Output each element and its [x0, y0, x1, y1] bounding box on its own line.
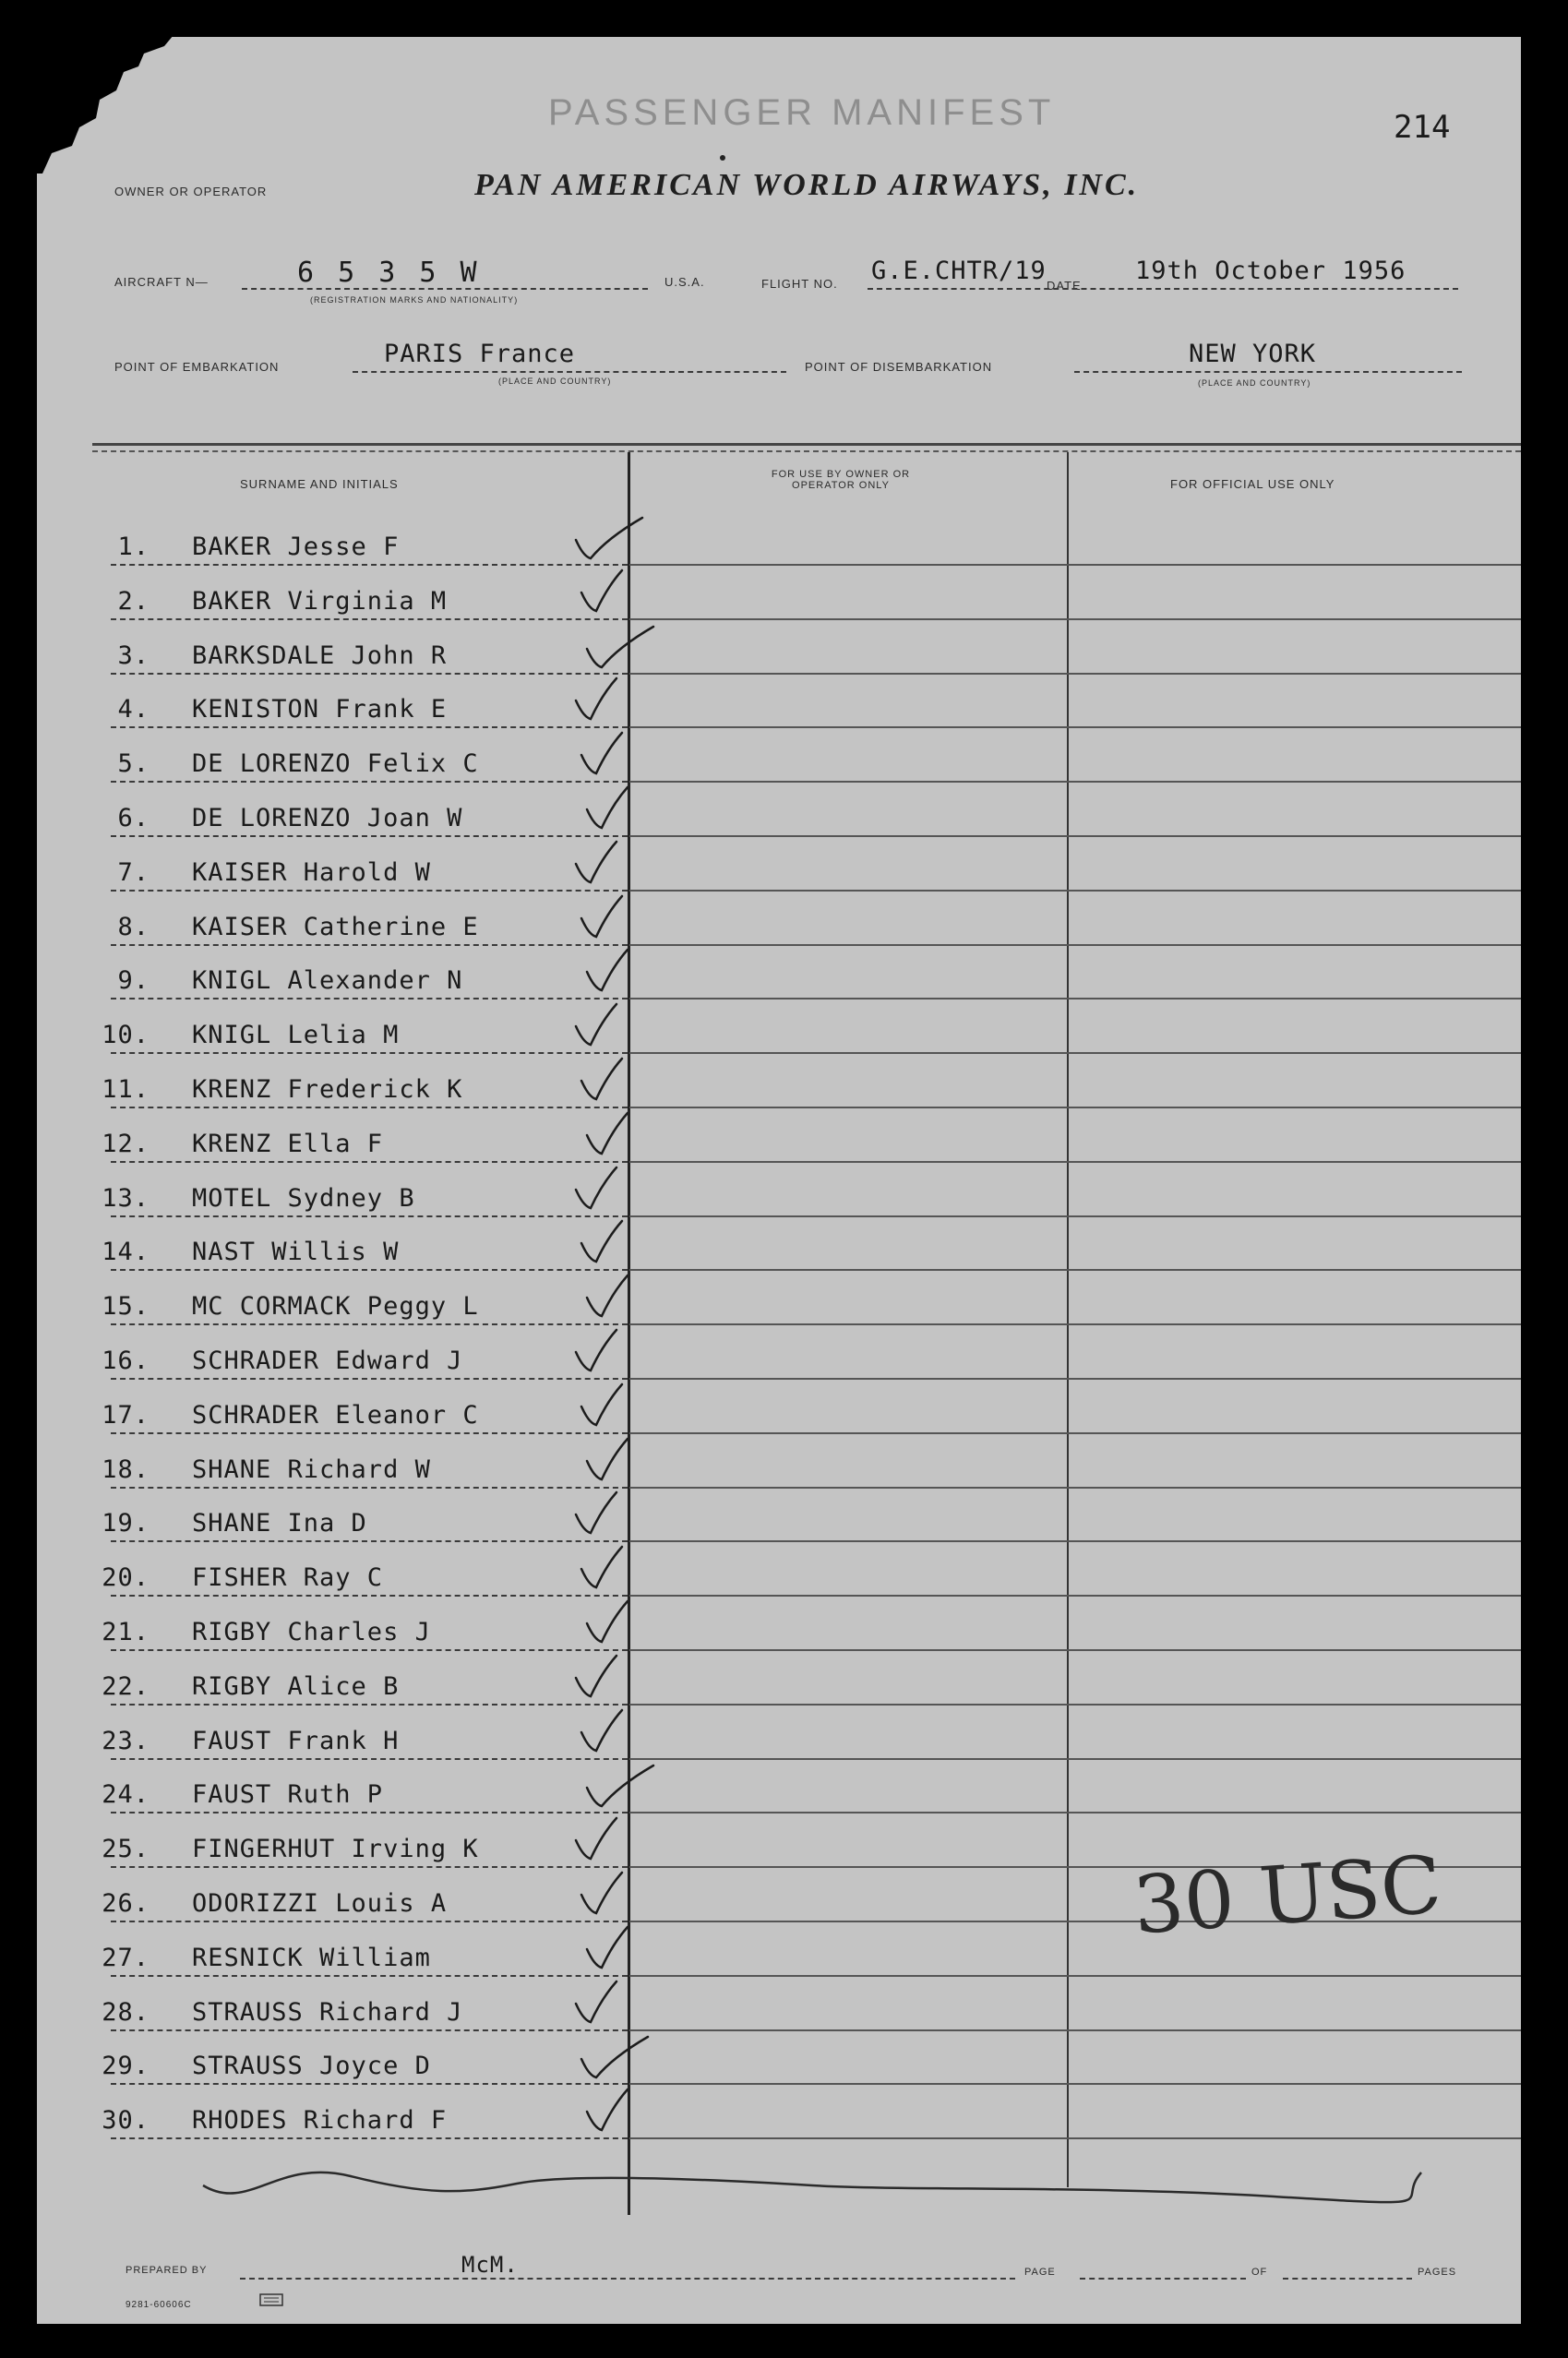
flight-date-underline	[868, 288, 1458, 290]
row-underline	[111, 1323, 628, 1325]
check-mark-icon	[576, 1706, 650, 1758]
passenger-name: BAKER Virginia M	[192, 586, 448, 616]
row-number: 17.	[102, 1400, 150, 1430]
date-value: 19th October 1956	[1135, 257, 1406, 285]
row-number: 6.	[117, 804, 150, 832]
row-underline	[111, 1161, 628, 1163]
row-underline	[111, 564, 628, 566]
embark-value: PARIS France	[384, 340, 576, 368]
row-underline	[111, 673, 628, 675]
check-mark-icon	[570, 1814, 644, 1866]
row-rule	[629, 1758, 1521, 1760]
row-underline	[111, 2029, 628, 2031]
row-number: 11.	[102, 1075, 150, 1104]
check-mark-icon	[576, 1381, 650, 1432]
check-mark-icon	[581, 1598, 655, 1649]
row-rule	[629, 998, 1521, 999]
row-number: 8.	[117, 912, 150, 941]
passenger-name: NAST Willis W	[192, 1238, 400, 1267]
disembark-value: NEW YORK	[1189, 340, 1317, 368]
row-number: 29.	[102, 2052, 150, 2081]
date-label: DATE	[1047, 279, 1082, 293]
row-rule	[629, 2137, 1521, 2139]
passenger-name: DE LORENZO Felix C	[192, 749, 479, 779]
passenger-name: STRAUSS Richard J	[192, 1997, 463, 2027]
passenger-name: STRAUSS Joyce D	[192, 2052, 431, 2081]
form-code: 9281-60606C	[126, 2300, 192, 2310]
check-mark-icon	[576, 1869, 650, 1921]
prepared-label: PREPARED BY	[126, 2265, 208, 2276]
embark-underline	[353, 371, 786, 373]
passenger-name: FINGERHUT Irving K	[192, 1835, 479, 1864]
row-underline	[111, 998, 628, 999]
passenger-name: SCHRADER Edward J	[192, 1347, 463, 1375]
check-mark-icon	[570, 675, 644, 726]
row-rule	[629, 1595, 1521, 1597]
check-mark-icon	[581, 946, 655, 998]
row-number: 26.	[102, 1889, 150, 1918]
passenger-name: RHODES Richard F	[192, 2106, 448, 2136]
check-mark-icon	[576, 1217, 650, 1269]
passenger-name: RESNICK William	[192, 1943, 431, 1972]
row-underline	[111, 1758, 628, 1760]
disembark-note: (PLACE AND COUNTRY)	[1198, 378, 1311, 388]
check-mark-icon	[570, 1978, 644, 2029]
passenger-name: MOTEL Sydney B	[192, 1183, 415, 1213]
row-rule	[629, 726, 1521, 728]
row-rule	[629, 2029, 1521, 2031]
row-underline	[111, 1487, 628, 1489]
pages-label: PAGES	[1418, 2267, 1457, 2278]
closing-wavy-line	[166, 2149, 1440, 2222]
page-underline	[1080, 2278, 1246, 2280]
row-underline	[111, 1975, 628, 1977]
row-number: 7.	[117, 857, 150, 887]
passenger-name: KAISER Catherine E	[192, 912, 479, 941]
row-underline	[111, 890, 628, 892]
row-underline	[111, 1866, 628, 1868]
col-owner-header: FOR USE BY OWNER OR OPERATOR ONLY	[771, 469, 911, 491]
check-mark-icon	[581, 2086, 655, 2137]
passenger-name: FAUST Frank H	[192, 1726, 400, 1755]
row-underline	[111, 781, 628, 783]
row-rule	[629, 1540, 1521, 1542]
row-underline	[111, 1649, 628, 1651]
passenger-name: SHANE Richard W	[192, 1454, 431, 1484]
check-mark-icon	[581, 1435, 655, 1487]
passenger-name: SHANE Ina D	[192, 1509, 367, 1538]
passenger-name: KENISTON Frank E	[192, 695, 448, 724]
flight-value: G.E.CHTR/19	[871, 257, 1047, 285]
check-mark-icon	[581, 621, 655, 673]
of-label: OF	[1251, 2267, 1268, 2278]
passenger-name: KRENZ Ella F	[192, 1129, 384, 1158]
row-underline	[111, 2137, 628, 2139]
embark-label: POINT OF EMBARKATION	[114, 360, 280, 374]
form-title: PASSENGER MANIFEST	[548, 92, 1056, 133]
row-rule	[629, 1215, 1521, 1217]
row-rule	[629, 1812, 1521, 1813]
row-number: 21.	[102, 1618, 150, 1646]
row-number: 27.	[102, 1943, 150, 1972]
row-number: 4.	[117, 695, 150, 724]
check-mark-icon	[570, 512, 644, 564]
check-mark-icon	[576, 892, 650, 944]
passenger-name: SCHRADER Eleanor C	[192, 1400, 479, 1430]
passenger-name: BAKER Jesse F	[192, 533, 400, 561]
passenger-name: BARKSDALE John R	[192, 640, 448, 670]
row-rule	[629, 2083, 1521, 2085]
row-rule	[629, 1487, 1521, 1489]
passenger-name: RIGBY Alice B	[192, 1671, 400, 1701]
row-underline	[111, 2083, 628, 2085]
embark-note: (PLACE AND COUNTRY)	[498, 377, 612, 386]
registration-note: (REGISTRATION MARKS AND NATIONALITY)	[310, 295, 519, 305]
passenger-name: FAUST Ruth P	[192, 1780, 384, 1810]
check-mark-icon	[576, 1055, 650, 1107]
row-underline	[111, 1269, 628, 1271]
disembark-label: POINT OF DISEMBARKATION	[805, 360, 993, 374]
row-underline	[111, 1107, 628, 1108]
check-mark-icon	[570, 838, 644, 890]
prepared-underline	[240, 2278, 1015, 2280]
passenger-name: KRENZ Frederick K	[192, 1075, 463, 1104]
passenger-name: ODORIZZI Louis A	[192, 1889, 448, 1918]
column-divider-2	[1067, 452, 1069, 2187]
row-underline	[111, 1378, 628, 1380]
of-underline	[1283, 2278, 1412, 2280]
check-mark-icon	[576, 2031, 650, 2083]
passenger-name: MC CORMACK Peggy L	[192, 1292, 479, 1322]
disembark-underline	[1074, 371, 1462, 373]
row-rule	[629, 1432, 1521, 1434]
row-underline	[111, 1432, 628, 1434]
row-rule	[629, 1052, 1521, 1054]
check-mark-icon	[570, 1164, 644, 1215]
row-underline	[111, 944, 628, 946]
row-rule	[629, 564, 1521, 566]
row-underline	[111, 1052, 628, 1054]
check-mark-icon	[576, 567, 650, 618]
passenger-name: DE LORENZO Joan W	[192, 804, 463, 832]
row-underline	[111, 1704, 628, 1706]
row-number: 28.	[102, 1997, 150, 2027]
manifest-sheet	[37, 37, 1521, 2324]
col-official-header: FOR OFFICIAL USE ONLY	[1170, 477, 1335, 491]
passenger-name: KNIGL Alexander N	[192, 966, 463, 996]
check-mark-icon	[576, 729, 650, 781]
row-underline	[111, 1540, 628, 1542]
passenger-name: KNIGL Lelia M	[192, 1021, 400, 1050]
check-mark-icon	[581, 784, 655, 835]
row-rule	[629, 618, 1521, 620]
prepared-value: McM.	[461, 2252, 519, 2278]
row-number: 20.	[102, 1563, 150, 1593]
row-number: 18.	[102, 1454, 150, 1484]
row-underline	[111, 835, 628, 837]
row-underline	[111, 1812, 628, 1813]
row-number: 9.	[117, 966, 150, 996]
row-number: 12.	[102, 1129, 150, 1158]
passenger-name: FISHER Ray C	[192, 1563, 384, 1593]
page-label: PAGE	[1024, 2267, 1056, 2278]
check-mark-icon	[570, 1000, 644, 1052]
row-rule	[629, 673, 1521, 675]
dot	[720, 155, 725, 161]
row-rule	[629, 1269, 1521, 1271]
row-underline	[111, 1921, 628, 1922]
check-mark-icon	[581, 1109, 655, 1161]
check-mark-icon	[570, 1652, 644, 1704]
row-underline	[111, 726, 628, 728]
check-mark-icon	[576, 1543, 650, 1595]
row-number: 16.	[102, 1347, 150, 1375]
row-rule	[629, 1378, 1521, 1380]
aircraft-underline	[242, 288, 648, 290]
row-rule	[629, 1107, 1521, 1108]
aircraft-value: 6 5 3 5 W	[297, 257, 481, 289]
check-mark-icon	[581, 1272, 655, 1323]
row-rule	[629, 1161, 1521, 1163]
row-number: 10.	[102, 1021, 150, 1050]
row-underline	[111, 1215, 628, 1217]
table-top-rule	[92, 443, 1521, 446]
owner-label: OWNER OR OPERATOR	[114, 185, 268, 198]
passenger-name: KAISER Harold W	[192, 857, 431, 887]
row-rule	[629, 1975, 1521, 1977]
row-number: 14.	[102, 1238, 150, 1267]
union-label-icon	[258, 2289, 286, 2309]
row-number: 5.	[117, 749, 150, 779]
torn-corner	[35, 35, 174, 174]
page-number: 214	[1394, 109, 1451, 146]
row-rule	[629, 890, 1521, 892]
usa-label: U.S.A.	[664, 275, 705, 289]
check-mark-icon	[581, 1760, 655, 1812]
row-number: 24.	[102, 1780, 150, 1810]
check-mark-icon	[570, 1489, 644, 1540]
official-handwritten-note: 30 USC	[1130, 1838, 1445, 1953]
row-rule	[629, 944, 1521, 946]
row-number: 22.	[102, 1671, 150, 1701]
row-underline	[111, 1595, 628, 1597]
row-number: 13.	[102, 1183, 150, 1213]
operator-name: PAN AMERICAN WORLD AIRWAYS, INC.	[474, 168, 1140, 202]
row-number: 19.	[102, 1509, 150, 1538]
row-number: 23.	[102, 1726, 150, 1755]
row-rule	[629, 781, 1521, 783]
aircraft-label: AIRCRAFT N—	[114, 275, 209, 289]
row-number: 30.	[102, 2106, 150, 2136]
flight-label: FLIGHT NO.	[761, 277, 838, 291]
row-number: 15.	[102, 1292, 150, 1322]
table-top-rule-2	[92, 450, 1521, 452]
col-surname-header: SURNAME AND INITIALS	[240, 477, 399, 491]
check-mark-icon	[581, 1923, 655, 1975]
row-rule	[629, 835, 1521, 837]
row-number: 3.	[117, 640, 150, 670]
row-number: 1.	[117, 533, 150, 561]
row-number: 2.	[117, 586, 150, 616]
check-mark-icon	[570, 1326, 644, 1378]
row-rule	[629, 1323, 1521, 1325]
row-underline	[111, 618, 628, 620]
row-rule	[629, 1649, 1521, 1651]
passenger-name: RIGBY Charles J	[192, 1618, 431, 1646]
row-number: 25.	[102, 1835, 150, 1864]
row-rule	[629, 1704, 1521, 1706]
